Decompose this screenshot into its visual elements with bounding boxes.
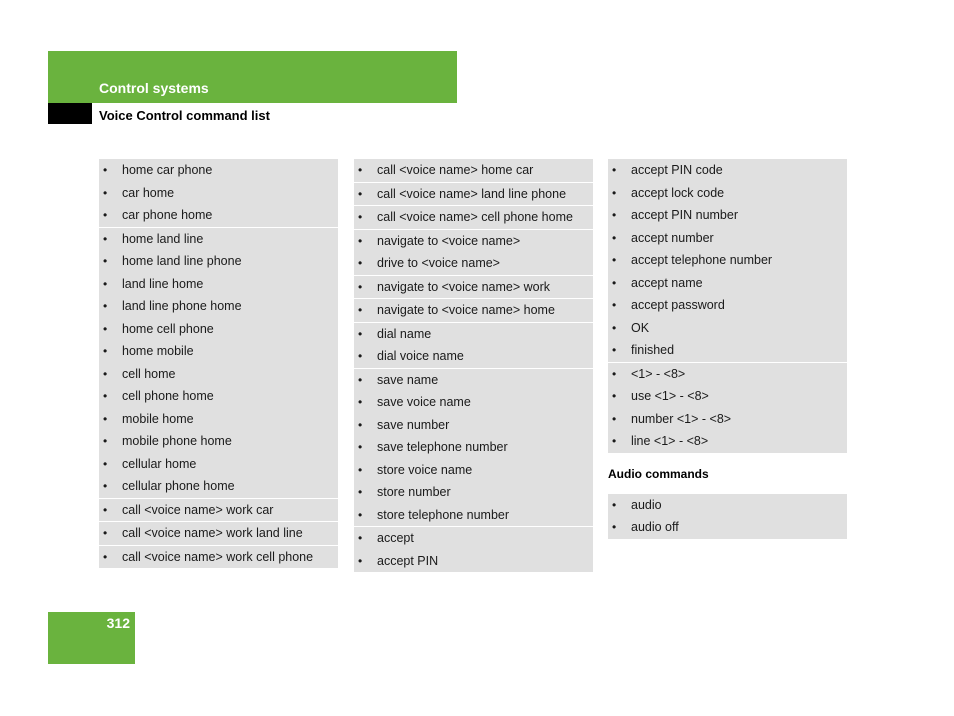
command-group bbox=[354, 527, 593, 572]
bullet-icon: • bbox=[612, 275, 617, 290]
command-item bbox=[99, 546, 338, 569]
command-item bbox=[99, 385, 338, 408]
command-item bbox=[354, 414, 593, 437]
bullet-icon: • bbox=[103, 254, 108, 268]
command-item bbox=[99, 318, 338, 341]
bullet-icon: • bbox=[612, 320, 617, 335]
bullet-icon: • bbox=[103, 208, 108, 222]
bullet-icon: • bbox=[358, 210, 363, 224]
command-text: call <voice name> land line phone bbox=[377, 186, 567, 201]
command-text: home land line phone bbox=[122, 254, 242, 268]
command-text: save telephone number bbox=[377, 440, 508, 454]
bullet-icon: • bbox=[358, 372, 363, 387]
section-title: Control systems bbox=[99, 80, 209, 96]
command-group bbox=[354, 230, 593, 275]
bullet-icon: • bbox=[103, 366, 108, 381]
command-item bbox=[99, 408, 338, 431]
command-text: navigate to <voice name> work bbox=[377, 279, 551, 294]
command-column-2 bbox=[354, 159, 593, 573]
command-text: OK bbox=[631, 320, 650, 335]
command-text: land line phone home bbox=[122, 299, 242, 313]
command-item bbox=[99, 295, 338, 318]
command-item bbox=[608, 385, 847, 408]
bullet-icon: • bbox=[103, 344, 108, 358]
command-text: accept lock code bbox=[631, 185, 725, 200]
bullet-icon: • bbox=[612, 343, 617, 357]
bullet-icon: • bbox=[103, 479, 108, 493]
bullet-icon: • bbox=[358, 349, 363, 363]
bullet-icon: • bbox=[358, 440, 363, 454]
command-text: home car phone bbox=[122, 163, 213, 177]
bullet-icon: • bbox=[358, 186, 363, 201]
command-item bbox=[354, 323, 593, 346]
bullet-icon: • bbox=[103, 163, 108, 177]
bullet-icon: • bbox=[612, 298, 617, 312]
command-item bbox=[99, 204, 338, 227]
page-number: 312 bbox=[106, 615, 130, 631]
command-group bbox=[608, 363, 847, 453]
command-item bbox=[354, 369, 593, 392]
bullet-icon: • bbox=[358, 326, 363, 341]
command-group bbox=[354, 206, 593, 229]
command-text: dial name bbox=[377, 326, 432, 341]
bullet-icon: • bbox=[612, 253, 617, 267]
command-text: call <voice name> work land line bbox=[122, 526, 303, 540]
command-item bbox=[99, 228, 338, 251]
command-group bbox=[608, 159, 847, 362]
bullet-icon: • bbox=[612, 208, 617, 222]
bullet-icon: • bbox=[103, 549, 108, 564]
command-item bbox=[608, 272, 847, 295]
command-text: call <voice name> work car bbox=[122, 502, 274, 517]
command-text: store voice name bbox=[377, 462, 473, 477]
bullet-icon: • bbox=[358, 531, 363, 545]
command-text: save number bbox=[377, 417, 450, 432]
command-text: navigate to <voice name> home bbox=[377, 303, 555, 317]
bullet-icon: • bbox=[103, 299, 108, 313]
bullet-icon: • bbox=[612, 497, 617, 512]
command-item bbox=[354, 345, 593, 368]
bullet-icon: • bbox=[358, 256, 363, 270]
command-item bbox=[354, 436, 593, 459]
command-group bbox=[99, 228, 338, 498]
command-item bbox=[354, 252, 593, 275]
command-item bbox=[608, 159, 847, 182]
command-column-1 bbox=[99, 159, 338, 569]
command-item bbox=[608, 430, 847, 453]
command-item bbox=[99, 340, 338, 363]
command-item bbox=[354, 391, 593, 414]
bullet-icon: • bbox=[612, 411, 617, 426]
command-group bbox=[354, 369, 593, 527]
bullet-icon: • bbox=[103, 276, 108, 291]
command-text: call <voice name> cell phone home bbox=[377, 210, 573, 224]
command-item bbox=[608, 182, 847, 205]
command-item bbox=[99, 182, 338, 205]
command-text: line <1> - <8> bbox=[631, 434, 709, 448]
command-text: cell phone home bbox=[122, 389, 214, 403]
command-text: store telephone number bbox=[377, 507, 510, 522]
command-group bbox=[99, 499, 338, 522]
command-column-3 bbox=[608, 159, 847, 540]
command-text: home cell phone bbox=[122, 321, 214, 336]
command-text: <1> - <8> bbox=[631, 366, 686, 381]
bullet-icon: • bbox=[612, 230, 617, 245]
command-text: accept PIN number bbox=[631, 208, 738, 222]
command-group bbox=[99, 546, 338, 569]
command-text: drive to <voice name> bbox=[377, 256, 500, 270]
command-item bbox=[99, 250, 338, 273]
command-item bbox=[354, 159, 593, 182]
command-item bbox=[99, 475, 338, 498]
command-group bbox=[99, 522, 338, 545]
command-text: call <voice name> home car bbox=[377, 163, 534, 177]
bullet-icon: • bbox=[103, 434, 108, 448]
command-item bbox=[608, 363, 847, 386]
command-item bbox=[99, 430, 338, 453]
command-item bbox=[354, 481, 593, 504]
command-text: audio bbox=[631, 497, 662, 512]
command-item bbox=[608, 339, 847, 362]
command-item bbox=[99, 453, 338, 476]
command-item bbox=[354, 206, 593, 229]
bullet-icon: • bbox=[103, 526, 108, 540]
bullet-icon: • bbox=[612, 366, 617, 381]
command-text: dial voice name bbox=[377, 349, 464, 363]
bullet-icon: • bbox=[612, 434, 617, 448]
command-item bbox=[354, 183, 593, 206]
bullet-icon: • bbox=[103, 502, 108, 517]
command-item bbox=[354, 299, 593, 322]
page-subtitle: Voice Control command list bbox=[99, 108, 270, 123]
command-group bbox=[99, 159, 338, 227]
command-text: save name bbox=[377, 372, 439, 387]
command-item bbox=[608, 294, 847, 317]
command-text: home mobile bbox=[122, 344, 194, 358]
bullet-icon: • bbox=[358, 233, 363, 248]
command-group bbox=[608, 494, 847, 539]
command-text: save voice name bbox=[377, 395, 471, 409]
command-item bbox=[354, 527, 593, 550]
bullet-icon: • bbox=[103, 411, 108, 426]
command-item bbox=[608, 204, 847, 227]
command-item bbox=[608, 227, 847, 250]
command-text: mobile home bbox=[122, 411, 194, 426]
command-group bbox=[354, 323, 593, 368]
command-item bbox=[354, 504, 593, 527]
command-group bbox=[354, 159, 593, 182]
bullet-icon: • bbox=[358, 395, 363, 409]
command-text: use <1> - <8> bbox=[631, 389, 709, 403]
command-text: accept name bbox=[631, 275, 703, 290]
command-item bbox=[99, 522, 338, 545]
bullet-icon: • bbox=[358, 279, 363, 294]
command-text: accept bbox=[377, 531, 414, 545]
command-text: home land line bbox=[122, 231, 204, 246]
bullet-icon: • bbox=[103, 231, 108, 246]
command-text: car phone home bbox=[122, 208, 213, 222]
command-text: mobile phone home bbox=[122, 434, 232, 448]
bullet-icon: • bbox=[358, 303, 363, 317]
command-item bbox=[354, 550, 593, 573]
bullet-icon: • bbox=[612, 520, 617, 534]
command-item bbox=[354, 230, 593, 253]
section-marker bbox=[48, 103, 92, 124]
bullet-icon: • bbox=[358, 507, 363, 522]
command-item bbox=[99, 159, 338, 182]
bullet-icon: • bbox=[358, 553, 363, 568]
bullet-icon: • bbox=[103, 389, 108, 403]
command-text: cellular home bbox=[122, 456, 197, 471]
command-text: land line home bbox=[122, 276, 204, 291]
command-text: accept PIN code bbox=[631, 163, 723, 177]
command-item bbox=[608, 408, 847, 431]
bullet-icon: • bbox=[103, 321, 108, 336]
command-item bbox=[99, 363, 338, 386]
command-text: store number bbox=[377, 485, 451, 499]
command-item bbox=[608, 317, 847, 340]
command-group bbox=[354, 276, 593, 299]
bullet-icon: • bbox=[358, 462, 363, 477]
command-text: call <voice name> work cell phone bbox=[122, 549, 314, 564]
bullet-icon: • bbox=[358, 163, 363, 177]
command-text: car home bbox=[122, 185, 175, 200]
command-text: cell home bbox=[122, 366, 176, 381]
command-text: cellular phone home bbox=[122, 479, 235, 493]
command-text: finished bbox=[631, 343, 675, 357]
command-group bbox=[354, 183, 593, 206]
bullet-icon: • bbox=[612, 163, 617, 177]
bullet-icon: • bbox=[612, 389, 617, 403]
bullet-icon: • bbox=[358, 417, 363, 432]
bullet-icon: • bbox=[103, 456, 108, 471]
command-text: accept password bbox=[631, 298, 725, 312]
command-text: accept PIN bbox=[377, 553, 439, 568]
command-item bbox=[354, 459, 593, 482]
command-item bbox=[608, 249, 847, 272]
command-item bbox=[99, 499, 338, 522]
command-item bbox=[354, 276, 593, 299]
command-text: accept telephone number bbox=[631, 253, 773, 267]
bullet-icon: • bbox=[358, 485, 363, 499]
command-item bbox=[608, 516, 847, 539]
bullet-icon: • bbox=[103, 185, 108, 200]
page-number-box bbox=[48, 612, 135, 664]
command-item bbox=[99, 273, 338, 296]
command-group bbox=[354, 299, 593, 322]
command-text: number <1> - <8> bbox=[631, 411, 732, 426]
bullet-icon: • bbox=[612, 185, 617, 200]
command-item bbox=[608, 494, 847, 517]
audio-commands-heading: Audio commands bbox=[608, 466, 709, 481]
command-text: audio off bbox=[631, 520, 679, 534]
command-text: navigate to <voice name> bbox=[377, 233, 521, 248]
command-text: accept number bbox=[631, 230, 714, 245]
